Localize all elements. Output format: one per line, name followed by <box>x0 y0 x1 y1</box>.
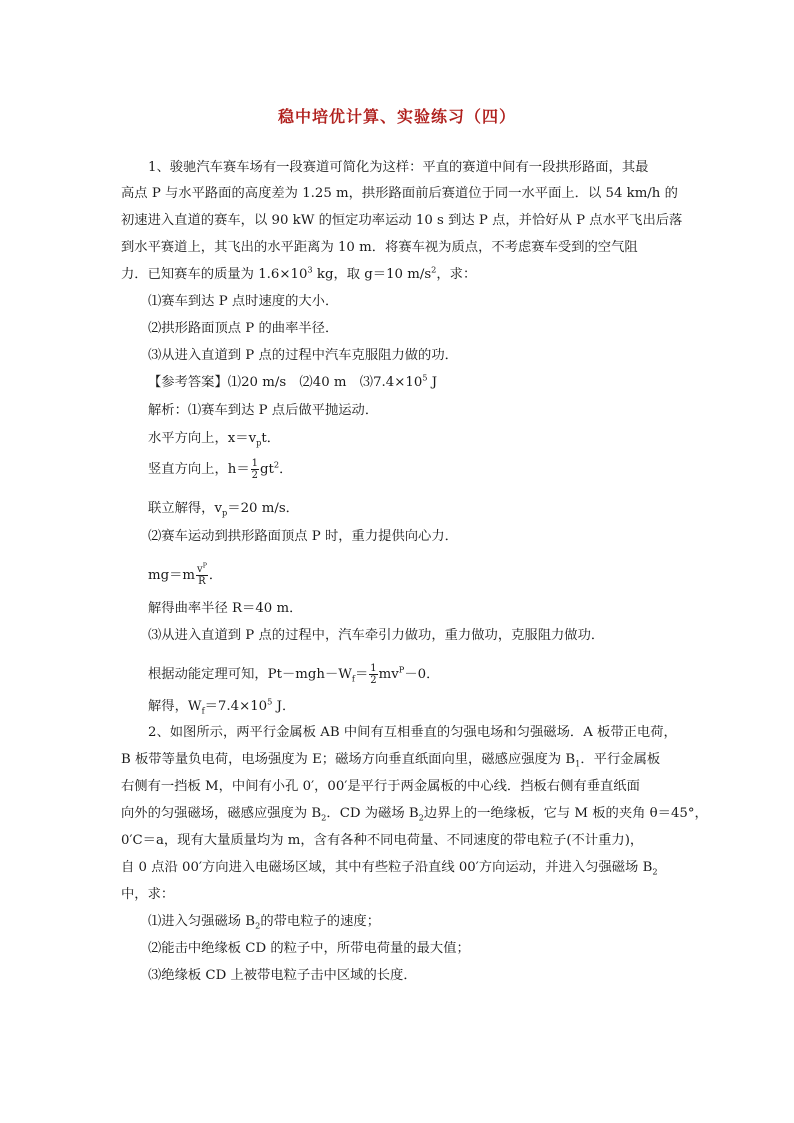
q1-solution-line-10: 解得，$W_f=7.4\times 10^5$ J． <box>148 696 296 716</box>
q1-solution-line-3: 竖直方向上，h＝ $\frac{1}{2}$ $gt^2$． <box>148 458 293 481</box>
fraction-v-over-r: $\frac{v^P}{R}$ <box>197 562 207 587</box>
q2-subquestion-3: ⑶绝缘板 CD 上被带电粒子击中区域的长度． <box>148 968 417 983</box>
q2-stem-line-5: 0′C＝a，现有大量质量均为 m，含有各种不同电荷量、不同速度的带电粒子(不计重力)， <box>121 833 644 848</box>
q2-stem-line-1: 2、如图所示，两平行金属板 AB 中间有互相垂直的匀强电场和匀强磁场．A 板带正电荷， <box>148 725 677 740</box>
q1-stem-line-2: 高点 P 与水平路面的高度差为 1.25 m，拱形路面前后赛道位于同一水平面上．以 54 km/h 的 <box>121 186 678 201</box>
q1-solution-line-9: 根据动能定理可知，$Pt-mgh-W_f=$ $\frac{1}{2}$ $mv^P-0$． <box>148 663 440 686</box>
q1-subquestion-1: ⑴赛车到达 P 点时速度的大小． <box>148 294 339 309</box>
q1-stem-line-4: 到水平赛道上，其飞出的水平距离为 10 m．将赛车视为质点，不考虑赛车受到的空气阻 <box>121 240 638 255</box>
fraction-half: $\frac{1}{2}$ <box>370 663 377 686</box>
q1-solution-line-2: 水平方向上，$x=v_pt$． <box>148 431 281 448</box>
q1-stem-line-3: 初速进入直道的赛车，以 90 kW 的恒定功率运动 10 s 到达 P 点，并恰好从 P 点水平飞出后落 <box>121 213 683 228</box>
q1-stem-line-5: 力．已知赛车的质量为 $1.6\times 10^3$ kg，取 g＝10 $m/s^2$，求： <box>121 264 477 282</box>
q2-subquestion-2: ⑵能击中绝缘板 CD 的粒子中，所带电荷量的最大值； <box>148 941 470 956</box>
q1-reference-answer: 【参考答案】⑴20 m/s ⑵40 m $⑶7.4\times 10^5$ J <box>148 372 438 390</box>
q2-stem-line-4: 向外的匀强磁场，磁感应强度为 $B_2$．CD 为磁场 $B_2$边界上的一绝缘板，它与 M 板的夹角 θ＝45°， <box>121 806 708 823</box>
q2-stem-line-6: 自 0 点沿 00′方向进入电磁场区域，其中有些粒子沿直线 00′方向运动，并进入匀强磁场 $B_2$ <box>121 860 658 877</box>
q1-solution-line-7: 解得曲率半径 R＝40 m． <box>148 601 303 616</box>
q1-solution-line-1: 解析：⑴赛车到达 P 点后做平抛运动． <box>148 403 379 418</box>
q1-solution-line-8: ⑶从进入直道到 P 点的过程中，汽车牵引力做功，重力做功，克服阻力做功． <box>148 628 605 643</box>
q2-subquestion-1: ⑴进入匀强磁场 $B_2$的带电粒子的速度； <box>148 914 380 931</box>
q1-solution-line-5: ⑵赛车运动到拱形路面顶点 P 时，重力提供向心力． <box>148 529 458 544</box>
q2-stem-line-2: B 板带等量负电荷，电场强度为 E；磁场方向垂直纸面向里，磁感应强度为 $B_1$．平行金属板 <box>121 752 661 769</box>
page-title: 稳中培优计算、实验练习（四） <box>277 107 516 126</box>
fraction-half: $\frac{1}{2}$ <box>251 458 259 481</box>
q1-stem-line-1: 1、骏驰汽车赛车场有一段赛道可简化为这样：平直的赛道中间有一段拱形路面，其最 <box>148 160 649 175</box>
q1-solution-line-6: mg＝m $\frac{v^P}{R}$ ． <box>148 562 223 587</box>
q2-stem-line-3: 右侧有一挡板 M，中间有小孔 0′，00′是平行于两金属板的中心线．挡板右侧有垂直纸面 <box>121 779 640 794</box>
q2-stem-line-7: 中，求： <box>121 887 175 902</box>
q1-subquestion-2: ⑵拱形路面顶点 P 的曲率半径． <box>148 321 339 336</box>
q1-solution-line-4: 联立解得，$v_p=20$ m/s． <box>148 501 299 518</box>
q1-subquestion-3: ⑶从进入直道到 P 点的过程中汽车克服阻力做的功． <box>148 348 458 363</box>
